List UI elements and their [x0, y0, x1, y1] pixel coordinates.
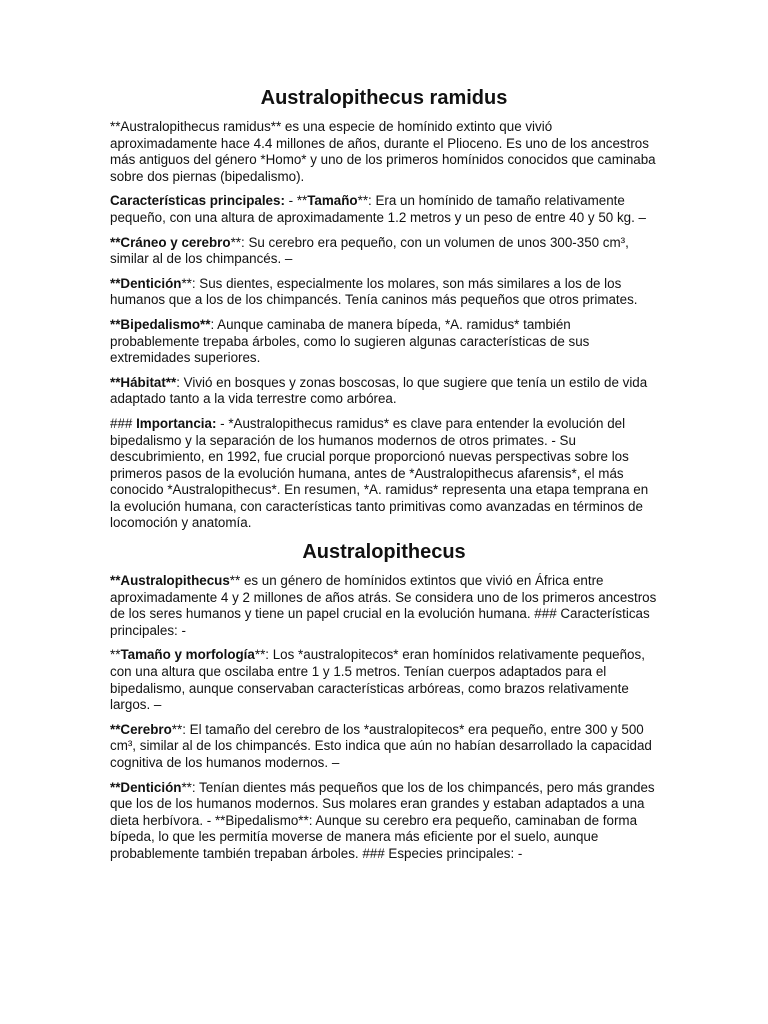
paragraph-intro: **Australopithecus ramidus** es una especie de homínido extinto que vivió aproximadamente hace 4.4 millones de años, durante el Plioceno. Es uno de los ancestros más antiguos del género *Homo* y uno de los primeros homínidos conocidos que caminaba sobre dos piernas (bipedalismo). — [110, 119, 656, 184]
paragraph-skull — [110, 235, 658, 268]
bold-heading: Importancia: — [136, 415, 217, 431]
bold-term: **Bipedalismo** — [110, 316, 211, 332]
bold-term: **Dentición — [110, 275, 182, 291]
text: **: Su cerebro era pequeño, con un volumen de unos 300-350 cm³, similar al de los chimpancés. – — [110, 234, 629, 267]
text: **: Tenían dientes más pequeños que los de los chimpancés, pero más grandes que los de los humanos modernos. Sus molares eran grandes y estaban adaptados a una dieta herbívora. - **Bipedalismo**: Aunque su cerebro era pequeño, caminaban de forma bípeda, lo que les permitía moverse de manera más eficiente por el suelo, aunque probablemente también trepaban árboles. ### Especies principales: - — [110, 779, 655, 861]
text: ** — [110, 647, 121, 663]
paragraph-importance — [110, 416, 658, 532]
bold-term: **Hábitat** — [110, 374, 177, 390]
document-content — [110, 86, 658, 871]
paragraph-dentition — [110, 276, 658, 309]
bold-term: **Australopithecus — [110, 573, 230, 589]
text: - ** — [284, 193, 308, 209]
bold-term: **Cráneo y cerebro — [110, 234, 231, 250]
paragraph-dentition-genus — [110, 780, 658, 863]
bold-term: **Dentición — [110, 779, 182, 795]
bold-term: Tamaño y morfología — [120, 647, 255, 663]
paragraph-genus-intro — [110, 573, 658, 639]
section-title-australopithecus: Australopithecus — [302, 541, 466, 564]
text: ### — [110, 415, 137, 431]
bold-term: Tamaño — [307, 193, 358, 209]
paragraph-habitat — [110, 375, 658, 408]
paragraph-characteristics — [110, 193, 658, 226]
text: **: Era un homínido de tamaño relativamente pequeño, con una altura de aproximadamente 1.2 metros y un peso de entre 40 y 50 kg. – — [110, 193, 646, 225]
paragraph-size-morphology — [110, 647, 658, 713]
section-title-ramidus: Australopithecus ramidus — [260, 87, 508, 109]
text: **: El tamaño del cerebro de los *australopitecos* era pequeño, entre 300 y 500 cm³, similar al de los chimpancés. Esto indica que aún no habían desarrollado la capacidad cognitiva de los humanos modernos. – — [110, 721, 652, 770]
bold-heading: Características principales: — [110, 193, 285, 209]
text: **: Sus dientes, especialmente los molares, son más similares a los de los humanos que a los de los chimpancés. Tenía caninos más pequeños que otros primates. — [110, 275, 638, 308]
text: ** es un género de homínidos extintos que vivió en África entre aproximadamente 4 y 2 millones de años atrás. Se considera uno de los primeros ancestros de los seres humanos y tiene un papel crucial en la evolución humana. ### Características principales: - — [110, 573, 657, 638]
paragraph-brain — [110, 722, 658, 772]
text: : Vivió en bosques y zonas boscosas, lo que sugiere que tenía un estilo de vida adaptado tanto a la vida terrestre como arbórea. — [110, 374, 648, 407]
text: : Aunque caminaba de manera bípeda, *A. ramidus* también probablemente trepaba árboles, como lo sugieren algunas características de sus extremidades superiores. — [110, 316, 590, 366]
text: **: Los *australopitecos* eran homínidos relativamente pequeños, con una altura que oscilaba entre 1 y 1.5 metros. Tenían cuerpos adaptados para el bipedalismo, aunque conservaban características arbóreas, como brazos relativamente largos. – — [110, 647, 645, 713]
paragraph-bipedalism — [110, 317, 658, 367]
text: - *Australopithecus ramidus* es clave para entender la evolución del bipedalismo y la separación de los humanos modernos de otros primates. - Su descubrimiento, en 1992, fue crucial porque proporcionó nuevas perspectivas sobre los primeros pasos de la evolución humana, antes de *Australopithecus afarensis*, el más conocido *Australopithecus*. En resumen, *A. ramidus* representa una etapa temprana en la evolución humana, con características tanto primitivas como avanzadas en términos de locomoción y anatomía. — [110, 415, 649, 531]
bold-term: **Cerebro — [110, 721, 172, 737]
